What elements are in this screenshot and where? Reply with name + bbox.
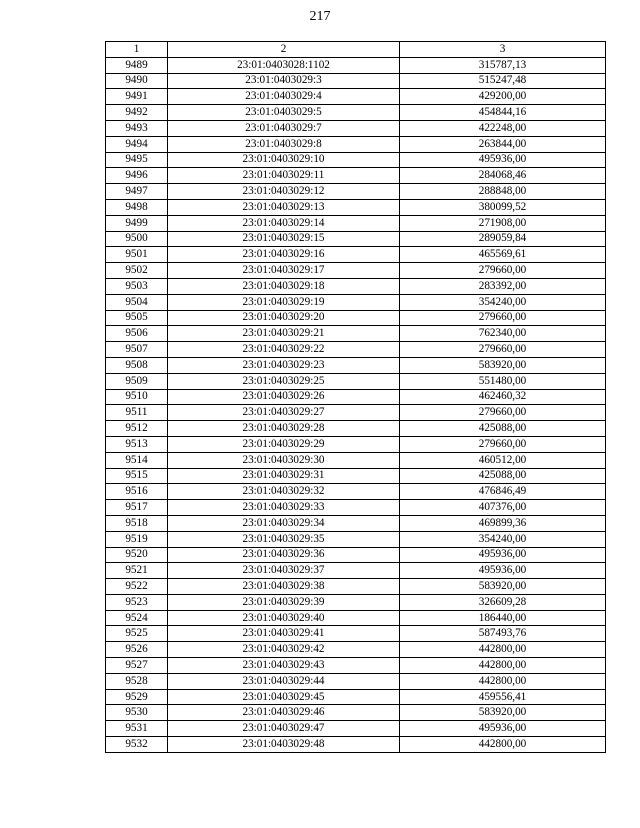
table-row — [106, 452, 606, 468]
page-number: 217 — [309, 9, 331, 24]
value-cell: 454844,16 — [400, 105, 606, 121]
value-cell: 279660,00 — [400, 310, 606, 326]
cadastral-number-cell: 23:01:0403029:21 — [168, 326, 400, 342]
table-row — [106, 231, 606, 247]
table-row — [106, 563, 606, 579]
table-row — [106, 721, 606, 737]
table-row — [106, 547, 606, 563]
value-cell: 271908,00 — [400, 215, 606, 231]
row-number-cell: 9495 — [106, 152, 168, 168]
value-cell: 495936,00 — [400, 152, 606, 168]
value-cell: 279660,00 — [400, 405, 606, 421]
table-row — [106, 421, 606, 437]
cadastral-number-cell: 23:01:0403029:29 — [168, 436, 400, 452]
table-row — [106, 199, 606, 215]
row-number-cell: 9497 — [106, 184, 168, 200]
cadastral-number-cell: 23:01:0403029:39 — [168, 594, 400, 610]
row-number-cell: 9489 — [106, 57, 168, 73]
value-cell: 469899,36 — [400, 515, 606, 531]
table-row — [106, 263, 606, 279]
table-row — [106, 389, 606, 405]
row-number-cell: 9524 — [106, 610, 168, 626]
row-number-cell: 9505 — [106, 310, 168, 326]
table-row — [106, 278, 606, 294]
value-cell: 465569,61 — [400, 247, 606, 263]
row-number-cell: 9515 — [106, 468, 168, 484]
row-number-cell: 9518 — [106, 515, 168, 531]
column-header-3: 3 — [400, 42, 606, 58]
cadastral-number-cell: 23:01:0403029:13 — [168, 199, 400, 215]
cadastral-number-cell: 23:01:0403029:27 — [168, 405, 400, 421]
value-cell: 186440,00 — [400, 610, 606, 626]
table-row — [106, 436, 606, 452]
table-row — [106, 626, 606, 642]
table-body — [106, 57, 606, 752]
table-row — [106, 357, 606, 373]
table-row — [106, 689, 606, 705]
cadastral-number-cell: 23:01:0403029:8 — [168, 136, 400, 152]
table-header-row — [106, 42, 606, 58]
value-cell: 326609,28 — [400, 594, 606, 610]
cadastral-number-cell: 23:01:0403029:16 — [168, 247, 400, 263]
table-row — [106, 120, 606, 136]
table-row — [106, 737, 606, 753]
table-row — [106, 73, 606, 89]
cadastral-number-cell: 23:01:0403029:31 — [168, 468, 400, 484]
table-row — [106, 579, 606, 595]
value-cell: 442800,00 — [400, 642, 606, 658]
row-number-cell: 9511 — [106, 405, 168, 421]
cadastral-number-cell: 23:01:0403029:44 — [168, 673, 400, 689]
cadastral-number-cell: 23:01:0403029:47 — [168, 721, 400, 737]
table-row — [106, 247, 606, 263]
value-cell: 442800,00 — [400, 673, 606, 689]
cadastral-number-cell: 23:01:0403029:14 — [168, 215, 400, 231]
row-number-cell: 9522 — [106, 579, 168, 595]
row-number-cell: 9496 — [106, 168, 168, 184]
cadastral-number-cell: 23:01:0403029:17 — [168, 263, 400, 279]
cadastral-number-cell: 23:01:0403029:34 — [168, 515, 400, 531]
value-cell: 422248,00 — [400, 120, 606, 136]
row-number-cell: 9499 — [106, 215, 168, 231]
cadastral-number-cell: 23:01:0403029:46 — [168, 705, 400, 721]
table-row — [106, 658, 606, 674]
table-row — [106, 642, 606, 658]
table-row — [106, 326, 606, 342]
cadastral-number-cell: 23:01:0403029:48 — [168, 737, 400, 753]
row-number-cell: 9507 — [106, 342, 168, 358]
cadastral-number-cell: 23:01:0403029:30 — [168, 452, 400, 468]
cadastral-number-cell: 23:01:0403029:25 — [168, 373, 400, 389]
row-number-cell: 9506 — [106, 326, 168, 342]
value-cell: 460512,00 — [400, 452, 606, 468]
cadastral-number-cell: 23:01:0403029:28 — [168, 421, 400, 437]
cadastral-number-cell: 23:01:0403029:33 — [168, 500, 400, 516]
value-cell: 283392,00 — [400, 278, 606, 294]
row-number-cell: 9491 — [106, 89, 168, 105]
cadastral-number-cell: 23:01:0403029:35 — [168, 531, 400, 547]
cadastral-number-cell: 23:01:0403029:20 — [168, 310, 400, 326]
row-number-cell: 9508 — [106, 357, 168, 373]
value-cell: 476846,49 — [400, 484, 606, 500]
value-cell: 288848,00 — [400, 184, 606, 200]
table-row — [106, 152, 606, 168]
row-number-cell: 9502 — [106, 263, 168, 279]
value-cell: 515247,48 — [400, 73, 606, 89]
row-number-cell: 9530 — [106, 705, 168, 721]
row-number-cell: 9529 — [106, 689, 168, 705]
row-number-cell: 9521 — [106, 563, 168, 579]
table-row — [106, 531, 606, 547]
value-cell: 459556,41 — [400, 689, 606, 705]
cadastral-number-cell: 23:01:0403029:7 — [168, 120, 400, 136]
value-cell: 462460,32 — [400, 389, 606, 405]
row-number-cell: 9516 — [106, 484, 168, 500]
table-row — [106, 89, 606, 105]
value-cell: 762340,00 — [400, 326, 606, 342]
value-cell: 587493,76 — [400, 626, 606, 642]
value-cell: 380099,52 — [400, 199, 606, 215]
row-number-cell: 9504 — [106, 294, 168, 310]
value-cell: 495936,00 — [400, 563, 606, 579]
cadastral-number-cell: 23:01:0403029:3 — [168, 73, 400, 89]
cadastral-number-cell: 23:01:0403029:32 — [168, 484, 400, 500]
table-row — [106, 215, 606, 231]
column-header-1: 1 — [106, 42, 168, 58]
row-number-cell: 9513 — [106, 436, 168, 452]
table-row — [106, 310, 606, 326]
table-row — [106, 500, 606, 516]
value-cell: 425088,00 — [400, 421, 606, 437]
row-number-cell: 9492 — [106, 105, 168, 121]
row-number-cell: 9498 — [106, 199, 168, 215]
cadastral-number-cell: 23:01:0403029:5 — [168, 105, 400, 121]
row-number-cell: 9519 — [106, 531, 168, 547]
table-row — [106, 373, 606, 389]
row-number-cell: 9523 — [106, 594, 168, 610]
row-number-cell: 9493 — [106, 120, 168, 136]
value-cell: 442800,00 — [400, 737, 606, 753]
table-row — [106, 515, 606, 531]
cadastral-number-cell: 23:01:0403029:38 — [168, 579, 400, 595]
table-row — [106, 57, 606, 73]
value-cell: 279660,00 — [400, 342, 606, 358]
cadastral-value-table — [105, 41, 606, 753]
value-cell: 583920,00 — [400, 705, 606, 721]
cadastral-number-cell: 23:01:0403029:19 — [168, 294, 400, 310]
table-row — [106, 342, 606, 358]
row-number-cell: 9531 — [106, 721, 168, 737]
value-cell: 407376,00 — [400, 500, 606, 516]
table-row — [106, 105, 606, 121]
value-cell: 583920,00 — [400, 357, 606, 373]
value-cell: 284068,46 — [400, 168, 606, 184]
table-row — [106, 136, 606, 152]
cadastral-number-cell: 23:01:0403028:1102 — [168, 57, 400, 73]
row-number-cell: 9526 — [106, 642, 168, 658]
table-row — [106, 405, 606, 421]
row-number-cell: 9500 — [106, 231, 168, 247]
row-number-cell: 9490 — [106, 73, 168, 89]
value-cell: 263844,00 — [400, 136, 606, 152]
value-cell: 289059,84 — [400, 231, 606, 247]
value-cell: 442800,00 — [400, 658, 606, 674]
table-row — [106, 184, 606, 200]
row-number-cell: 9527 — [106, 658, 168, 674]
row-number-cell: 9494 — [106, 136, 168, 152]
value-cell: 495936,00 — [400, 547, 606, 563]
cadastral-number-cell: 23:01:0403029:15 — [168, 231, 400, 247]
table-row — [106, 468, 606, 484]
row-number-cell: 9503 — [106, 278, 168, 294]
row-number-cell: 9528 — [106, 673, 168, 689]
column-header-2: 2 — [168, 42, 400, 58]
value-cell: 551480,00 — [400, 373, 606, 389]
row-number-cell: 9510 — [106, 389, 168, 405]
value-cell: 279660,00 — [400, 263, 606, 279]
cadastral-number-cell: 23:01:0403029:22 — [168, 342, 400, 358]
cadastral-number-cell: 23:01:0403029:42 — [168, 642, 400, 658]
table-row — [106, 294, 606, 310]
value-cell: 429200,00 — [400, 89, 606, 105]
value-cell: 495936,00 — [400, 721, 606, 737]
table-row — [106, 168, 606, 184]
cadastral-number-cell: 23:01:0403029:40 — [168, 610, 400, 626]
row-number-cell: 9532 — [106, 737, 168, 753]
cadastral-number-cell: 23:01:0403029:23 — [168, 357, 400, 373]
cadastral-number-cell: 23:01:0403029:12 — [168, 184, 400, 200]
cadastral-number-cell: 23:01:0403029:26 — [168, 389, 400, 405]
row-number-cell: 9501 — [106, 247, 168, 263]
value-cell: 425088,00 — [400, 468, 606, 484]
table-row — [106, 610, 606, 626]
value-cell: 279660,00 — [400, 436, 606, 452]
cadastral-number-cell: 23:01:0403029:43 — [168, 658, 400, 674]
row-number-cell: 9517 — [106, 500, 168, 516]
cadastral-number-cell: 23:01:0403029:37 — [168, 563, 400, 579]
cadastral-number-cell: 23:01:0403029:4 — [168, 89, 400, 105]
table-row — [106, 484, 606, 500]
value-cell: 583920,00 — [400, 579, 606, 595]
value-cell: 354240,00 — [400, 294, 606, 310]
row-number-cell: 9525 — [106, 626, 168, 642]
row-number-cell: 9520 — [106, 547, 168, 563]
row-number-cell: 9509 — [106, 373, 168, 389]
cadastral-number-cell: 23:01:0403029:41 — [168, 626, 400, 642]
table-row — [106, 673, 606, 689]
row-number-cell: 9514 — [106, 452, 168, 468]
cadastral-number-cell: 23:01:0403029:11 — [168, 168, 400, 184]
value-cell: 315787,13 — [400, 57, 606, 73]
value-cell: 354240,00 — [400, 531, 606, 547]
table-row — [106, 705, 606, 721]
cadastral-number-cell: 23:01:0403029:18 — [168, 278, 400, 294]
row-number-cell: 9512 — [106, 421, 168, 437]
cadastral-number-cell: 23:01:0403029:45 — [168, 689, 400, 705]
cadastral-number-cell: 23:01:0403029:36 — [168, 547, 400, 563]
cadastral-number-cell: 23:01:0403029:10 — [168, 152, 400, 168]
table-row — [106, 594, 606, 610]
